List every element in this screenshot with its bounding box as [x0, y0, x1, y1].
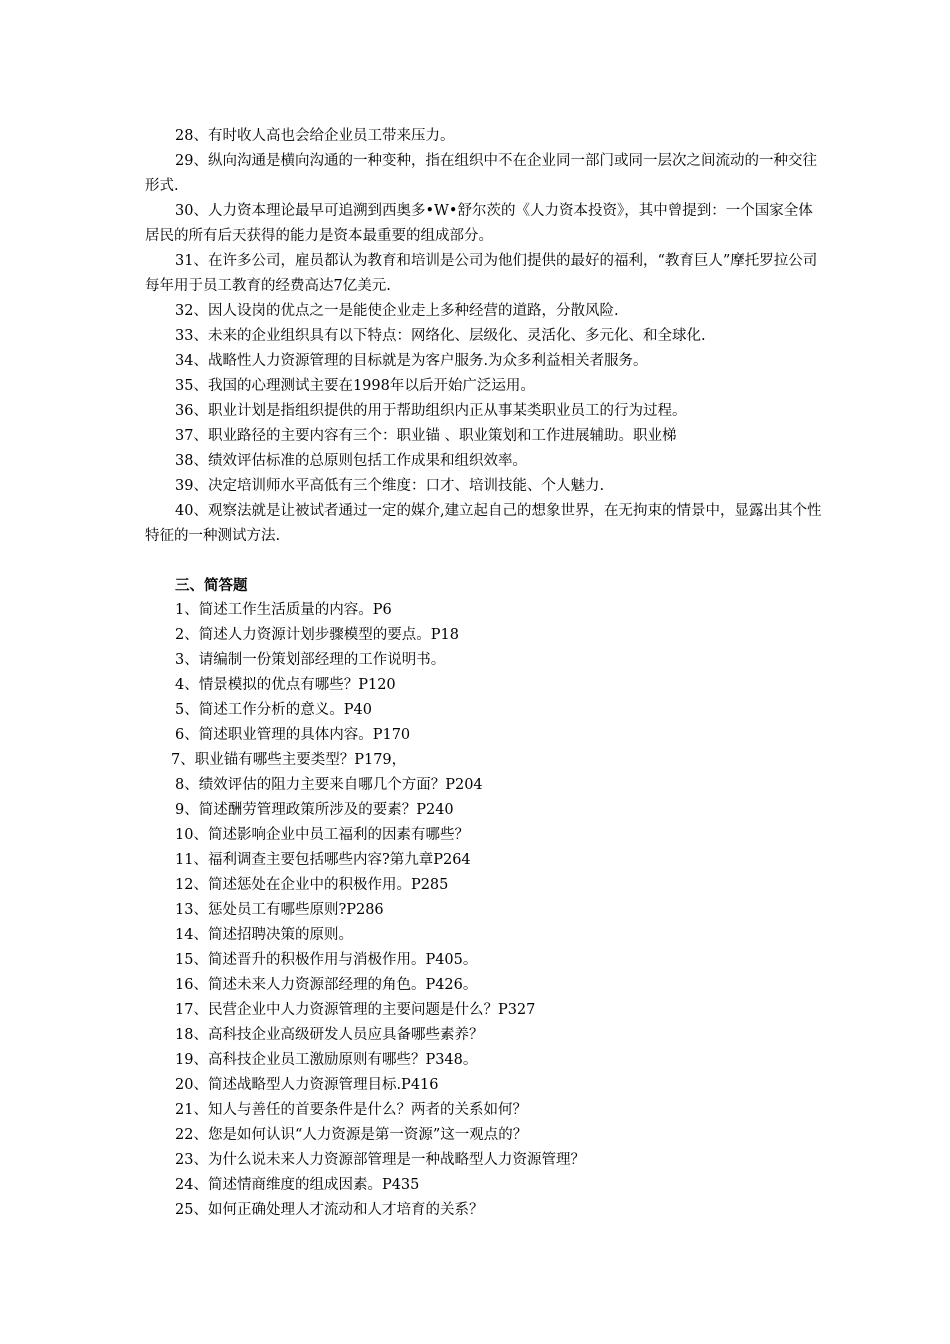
- statement-35: 35、我国的心理测试主要在1998年以后开始广泛运用。: [175, 378, 535, 394]
- statement-28: 28、有时收人高也会给企业员工带来压力。: [175, 128, 455, 144]
- question-19: 19、高科技企业员工激励原则有哪些？P348。: [175, 1052, 478, 1068]
- question-10: 10、简述影响企业中员工福利的因素有哪些？: [175, 827, 469, 843]
- question-11: 11、福利调查主要包括哪些内容?第九章P264: [175, 852, 471, 868]
- question-8: 8、绩效评估的阻力主要来自哪几个方面？P204: [175, 777, 483, 793]
- question-20: 20、简述战略型人力资源管理目标.P416: [175, 1077, 439, 1093]
- question-25: 25、如何正确处理人才流动和人才培育的关系？: [175, 1202, 484, 1218]
- question-6: 6、简述职业管理的具体内容。P170: [175, 727, 411, 743]
- statement-39: 39、决定培训师水平高低有三个维度：口才、培训技能、个人魅力.: [175, 478, 605, 494]
- question-12: 12、简述惩处在企业中的积极作用。P285: [175, 877, 449, 893]
- question-14: 14、简述招聘决策的原则。: [175, 927, 353, 943]
- statement-32: 32、因人设岗的优点之一是能使企业走上多种经营的道路，分散风险.: [175, 303, 619, 319]
- statement-33: 33、未来的企业组织具有以下特点：网络化、层级化、灵活化、多元化、和全球化.: [175, 328, 706, 344]
- question-3: 3、请编制一份策划部经理的工作说明书。: [175, 652, 446, 668]
- question-1: 1、简述工作生活质量的内容。P6: [175, 602, 392, 618]
- statement-38: 38、绩效评估标准的总原则包括工作成果和组织效率。: [175, 453, 527, 469]
- statement-36: 36、职业计划是指组织提供的用于帮助组织内正从事某类职业员工的行为过程。: [175, 403, 687, 419]
- question-15: 15、简述晋升的积极作用与消极作用。P405。: [175, 952, 478, 968]
- true-false-list: [145, 124, 825, 549]
- question-7: 7、职业锚有哪些主要类型？P179，: [171, 752, 407, 768]
- question-2: 2、简述人力资源计划步骤模型的要点。P18: [175, 627, 459, 643]
- short-answer-section: [145, 573, 825, 1223]
- question-23: 23、为什么说未来人力资源部管理是一种战略型人力资源管理？: [175, 1152, 585, 1168]
- question-16: 16、简述未来人力资源部经理的角色。P426。: [175, 977, 478, 993]
- statement-31: 31、在许多公司，雇员都认为教育和培训是公司为他们提供的最好的福利，“教育巨人”摩托罗拉公司每年用于员工教育的经费高达7亿美元.: [145, 253, 818, 294]
- question-24: 24、简述情商维度的组成因素。P435: [175, 1177, 420, 1193]
- question-5: 5、简述工作分析的意义。P40: [175, 702, 372, 718]
- statement-40: 40、观察法就是让被试者通过一定的媒介,建立起自己的想象世界，在无拘束的情景中，显露出其个性特征的一种测试方法.: [145, 503, 822, 544]
- question-9: 9、简述酬劳管理政策所涉及的要素？P240: [175, 802, 454, 818]
- question-13: 13、惩处员工有哪些原则?P286: [175, 902, 384, 918]
- statement-37: 37、职业路径的主要内容有三个：职业锚 、职业策划和工作进展辅助。职业梯: [175, 428, 677, 444]
- question-18: 18、高科技企业高级研发人员应具备哪些素养？: [175, 1027, 484, 1043]
- question-17: 17、民营企业中人力资源管理的主要问题是什么？P327: [175, 1002, 536, 1018]
- statement-29: 29、纵向沟通是横向沟通的一种变种，指在组织中不在企业同一部门或同一层次之间流动的一种交往形式.: [145, 153, 817, 194]
- statement-34: 34、战略性人力资源管理的目标就是为客户服务.为众多利益相关者服务。: [175, 353, 648, 369]
- section-title: 三、简答题: [175, 577, 248, 594]
- question-22: 22、您是如何认识“人力资源是第一资源”这一观点的？: [175, 1127, 528, 1143]
- statement-30: 30、人力资本理论最早可追溯到西奥多•W•舒尔茨的《人力资本投资》，其中曾提到：一个国家全体居民的所有后天获得的能力是资本最重要的组成部分。: [145, 203, 813, 244]
- question-21: 21、知人与善任的首要条件是什么？两者的关系如何？: [175, 1102, 527, 1118]
- question-4: 4、情景模拟的优点有哪些？P120: [175, 677, 396, 693]
